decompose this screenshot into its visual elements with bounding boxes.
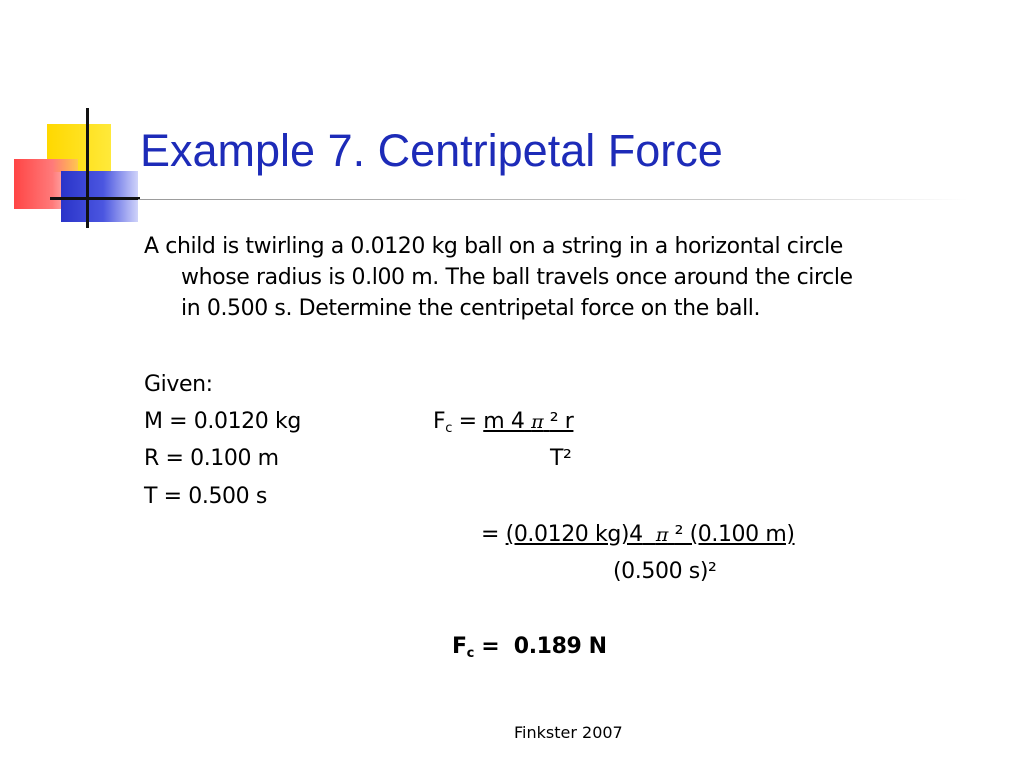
substitution-equation: = (0.0120 kg)4 π ² (0.100 m) (481, 522, 795, 547)
problem-line-1: A child is twirling a 0.0120 kg ball on a string in a horizontal circle (144, 234, 843, 259)
formula-denominator: T² (550, 446, 572, 471)
pi-symbol: π (531, 411, 544, 433)
problem-line-3: in 0.500 s. Determine the centripetal force on the ball. (181, 296, 761, 321)
title-underline-rule (138, 199, 968, 200)
substitution-numerator: (0.0120 kg)4 π ² (0.100 m) (505, 522, 795, 547)
pi-symbol: π (655, 524, 668, 546)
given-radius: R = 0.100 m (144, 446, 279, 471)
vertical-line-decoration (86, 108, 89, 228)
result-lhs: $F_c$ (452, 634, 474, 661)
formula-equation: $F_c = m$ 4 π ² r (433, 409, 574, 436)
given-period: T = 0.500 s (144, 484, 267, 509)
result-value: 0.189 N (513, 634, 607, 659)
given-mass: M = 0.0120 kg (144, 409, 301, 434)
formula-numerator: m 4 π ² r (483, 409, 574, 434)
substitution-denominator: (0.500 s)² (613, 559, 717, 584)
result-equation: $F_c = 0.189$ N (452, 634, 607, 661)
horizontal-line-decoration (50, 197, 140, 200)
formula-lhs: $F_c$ (433, 409, 453, 436)
problem-line-2: whose radius is 0.l00 m. The ball travels once around the circle (181, 265, 853, 290)
footer-credit: Finkster 2007 (514, 723, 623, 742)
given-label: Given: (144, 372, 213, 397)
slide-title: Example 7. Centripetal Force (140, 125, 723, 176)
